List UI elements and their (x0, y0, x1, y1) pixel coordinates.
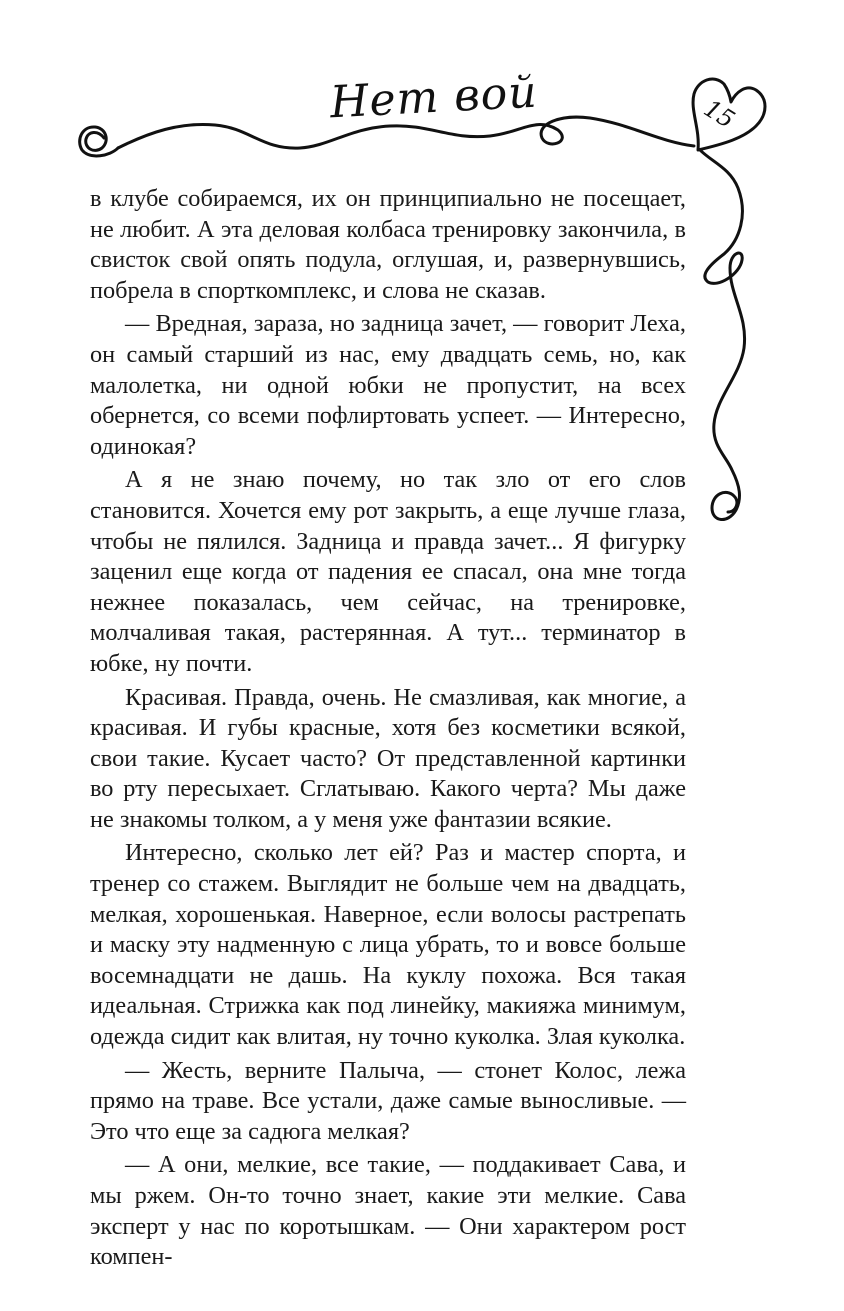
page-number: 15 (698, 94, 740, 134)
paragraph: в клубе собираемся, их он принципиально не посещает, не любит. А эта деловая колбаса тренировку закончила, в свисток свой опять подула, оглушая, и, развернувшись, побрела в спорткомплекс, и слова не сказав. (90, 185, 686, 304)
paragraph: А я не знаю почему, но так зло от его слов становится. Хочется ему рот закрыть, а еще лучше глаза, чтобы не пялился. Задница и правда зачет... Я фигурку заценил еще когда от падения ее спасал, она мне тогда нежнее показалась, чем сейчас, на тренировке, молчаливая такая, растерянная. А тут... терминатор в юбке, ну почти. (90, 466, 686, 677)
paragraph: Красивая. Правда, очень. Не смазливая, как многие, а красивая. И губы красные, хотя без косметики всякой, свои такие. Кусает часто? От представленной картинки во рту пересыхает. Сглатываю. Какого черта? Мы даже не знакомы толком, а у меня уже фантазии всякие. (90, 683, 686, 833)
body-text (90, 184, 686, 1276)
paragraph: Интересно, сколько лет ей? Раз и мастер спорта, и тренер со стажем. Выглядит не больше чем на двадцать, мелкая, хорошенькая. Наверное, если волосы растрепать и маску эту надменную с лица убрать, то и вовсе больше восемнадцати не дашь. На куклу похожа. Вся такая идеальная. Стрижка как под линейку, макияжа минимум, одежда сидит как влитая, ну точно куколка. Злая куколка. (90, 839, 686, 1051)
curly-tail-line (700, 150, 745, 520)
paragraph: — Жесть, верните Палыча, — стонет Колос, лежа прямо на траве. Все устали, даже самые выносливые. — Это что еще за садюга мелкая? (90, 1056, 686, 1145)
left-spiral-icon (80, 127, 118, 156)
paragraph: — А они, мелкие, все такие, — поддакивает Сава, и мы ржем. Он-то точно знает, какие эти мелкие. Сава эксперт у нас по коротышкам. — Они характером рост компен- (90, 1151, 686, 1271)
paragraph: — Вредная, зараза, но задница зачет, — говорит Леха, он самый старший из нас, ему двадцать семь, но, как малолетка, ни одной юбки не пропустит, на всех обернется, со всеми пофлиртовать успеет. — Интересно, одинокая? (90, 310, 686, 460)
running-head: Нет вой (328, 66, 539, 129)
